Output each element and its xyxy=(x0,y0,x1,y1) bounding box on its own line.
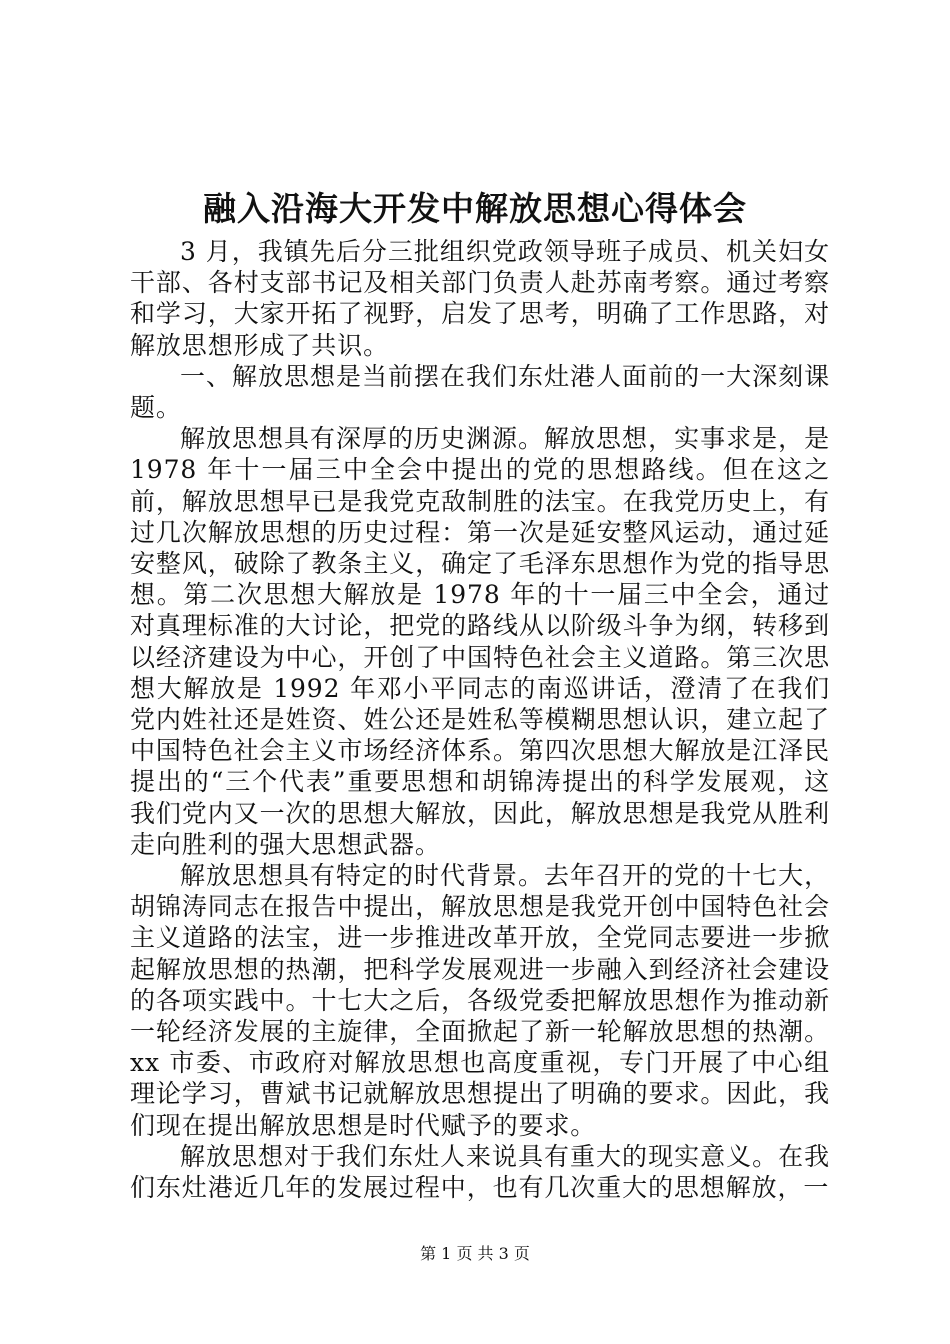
paragraph-intro: 3 月，我镇先后分三批组织党政领导班子成员、机关妇女干部、各村支部书记及相关部门负责人赴苏南考察。通过考察和学习，大家开拓了视野，启发了思考，明确了工作思路，对解放思想形成了共识。 xyxy=(130,237,830,360)
section-heading-1: 一、解放思想是当前摆在我们东灶港人面前的一大深刻课题。 xyxy=(130,361,830,423)
paragraph-significance: 解放思想对于我们东灶人来说具有重大的现实意义。在我们东灶港近几年的发展过程中，也有几次重大的思想解放，一 xyxy=(130,1141,830,1203)
page-number-footer: 第 1 页 共 3 页 xyxy=(420,1244,530,1263)
paragraph-history: 解放思想具有深厚的历史渊源。解放思想，实事求是，是 1978 年十一届三中全会中提出的党的思想路线。但在这之前，解放思想早已是我党克敌制胜的法宝。在我党历史上，有过几次解放思想的历史过程：第一次是延安整风运动，通过延安整风，破除了教条主义，确定了毛泽东思想作为党的指导思想。第二次思想大解放是 1978 年的十一届三中全会，通过对真理标准的大讨论，把党的路线从以阶级斗争为纲，转移到以经济建设为中心，开创了中国特色社会主义道路。第三次思想大解放是 1992 年邓小平同志的南巡讲话，澄清了在我们党内姓社还是姓资、姓公还是姓私等模糊思想认识，建立起了中国特色社会主义市场经济体系。第四次思想大解放是江泽民提出的“三个代表”重要思想和胡锦涛提出的科学发展观，这我们党内又一次的思想大解放，因此，解放思想是我党从胜利走向胜利的强大思想武器。 xyxy=(130,424,830,859)
document-body xyxy=(130,236,830,1203)
document-title: 融入沿海大开发中解放思想心得体会 xyxy=(203,189,747,228)
paragraph-background: 解放思想具有特定的时代背景。去年召开的党的十七大，胡锦涛同志在报告中提出，解放思想是我党开创中国特色社会主义道路的法宝，进一步推进改革开放，全党同志要进一步掀起解放思想的热潮，把科学发展观进一步融入到经济社会建设的各项实践中。十七大之后，各级党委把解放思想作为推动新一轮经济发展的主旋律，全面掀起了新一轮解放思想的热潮。xx 市委、市政府对解放思想也高度重视，专门开展了中心组理论学习，曹斌书记就解放思想提出了明确的要求。因此，我们现在提出解放思想是时代赋予的要求。 xyxy=(130,861,830,1140)
